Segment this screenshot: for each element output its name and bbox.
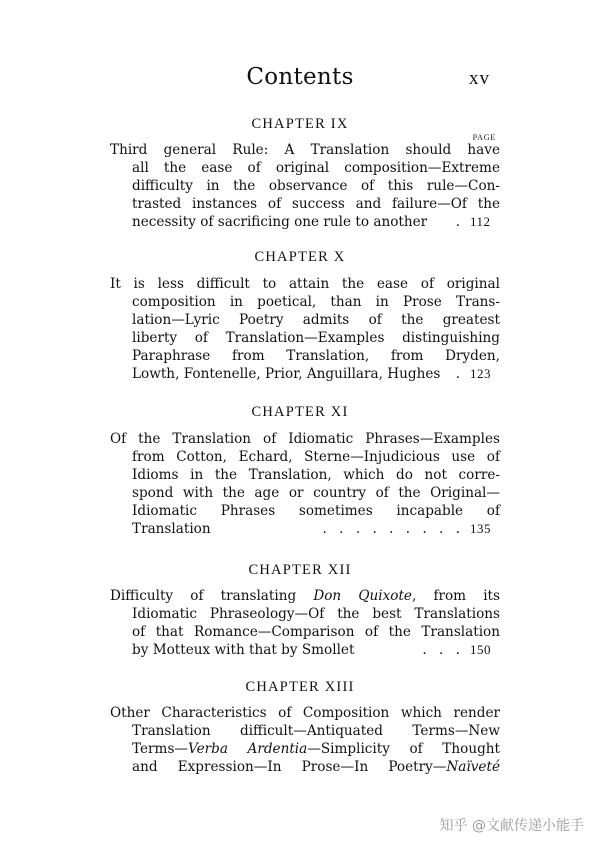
summary-line-last <box>110 365 500 383</box>
chapter-heading: CHAPTER XI <box>251 404 349 420</box>
chapter-summary <box>110 141 500 231</box>
leader-dots: . . . . . . . . . <box>322 521 464 537</box>
summary-line-text: by Motteux with that by Smollet <box>132 642 355 658</box>
chapter-summary <box>110 275 500 383</box>
summary-line: all the ease of original composition—Extreme <box>132 160 500 176</box>
leader-dots: . <box>455 366 464 382</box>
page-header <box>0 64 600 98</box>
summary-line: difficulty in the observance of this rule—Con- <box>132 178 500 194</box>
summary-line: Translation difficult—Antiquated Terms—New <box>132 723 500 739</box>
chapter-page-number: 135 <box>470 521 491 536</box>
summary-line: lation—Lyric Poetry admits of the greatest <box>132 312 500 328</box>
chapter-page-number: 112 <box>470 214 491 229</box>
summary-line: Terms—Verba Ardentia—Simplicity of Thought <box>132 741 500 757</box>
chapter-summary <box>110 587 500 659</box>
chapter-page-number: 123 <box>470 366 491 381</box>
summary-line: and Expression—In Prose—In Poetry—Naïveté <box>132 759 500 775</box>
summary-line: It is less difficult to attain the ease of original <box>110 276 500 292</box>
summary-line: Other Characteristics of Composition which render <box>110 705 500 721</box>
italic-phrase: Naïveté <box>446 759 500 775</box>
summary-line-last <box>110 213 500 231</box>
summary-line: Paraphrase from Translation, from Dryden, <box>132 348 500 364</box>
summary-line: liberty of Translation—Examples distinguishing <box>132 330 500 346</box>
summary-line-text: necessity of sacrificing one rule to another <box>132 214 428 230</box>
watermark-text: 知乎 @文献传递小能手 <box>439 818 584 834</box>
summary-line-last <box>110 520 500 538</box>
chapter-heading: CHAPTER X <box>254 249 346 265</box>
summary-line: composition in poetical, than in Prose Trans- <box>132 294 500 310</box>
summary-line: trasted instances of success and failure—Of the <box>132 196 500 212</box>
summary-line-text: Translation <box>132 521 211 537</box>
summary-line: Idiomatic Phraseology—Of the best Translations <box>132 606 500 622</box>
page-title: Contents <box>246 64 354 90</box>
summary-line: from Cotton, Echard, Sterne—Injudicious use of <box>132 449 500 465</box>
chapter-heading: CHAPTER XIII <box>245 679 355 695</box>
page-column-label: PAGE <box>472 133 496 142</box>
page-number: xv <box>469 68 490 89</box>
summary-line: Of the Translation of Idiomatic Phrases—Examples <box>110 431 500 447</box>
summary-line-last <box>110 641 500 659</box>
leader-dots: . <box>455 214 464 230</box>
summary-line: Idioms in the Translation, which do not corre- <box>132 467 500 483</box>
chapter-summary <box>110 704 500 776</box>
italic-phrase: Verba Ardentia <box>188 741 308 757</box>
summary-line: Idiomatic Phrases sometimes incapable of <box>132 503 500 519</box>
summary-line: spond with the age or country of the Original— <box>132 485 500 501</box>
summary-line-text: Lowth, Fontenelle, Prior, Anguillara, Hughes <box>132 366 441 382</box>
italic-phrase: Don Quixote <box>313 588 412 604</box>
chapter-heading: CHAPTER IX <box>251 116 349 132</box>
summary-line: Difficulty of translating Don Quixote, from its <box>110 588 500 604</box>
summary-line: of that Romance—Comparison of the Translation <box>132 624 500 640</box>
chapter-heading: CHAPTER XII <box>248 562 352 578</box>
chapter-summary <box>110 430 500 538</box>
chapter-page-number: 150 <box>470 642 491 657</box>
leader-dots: . . . <box>422 642 464 658</box>
summary-line: Third general Rule: A Translation should have <box>110 142 500 158</box>
